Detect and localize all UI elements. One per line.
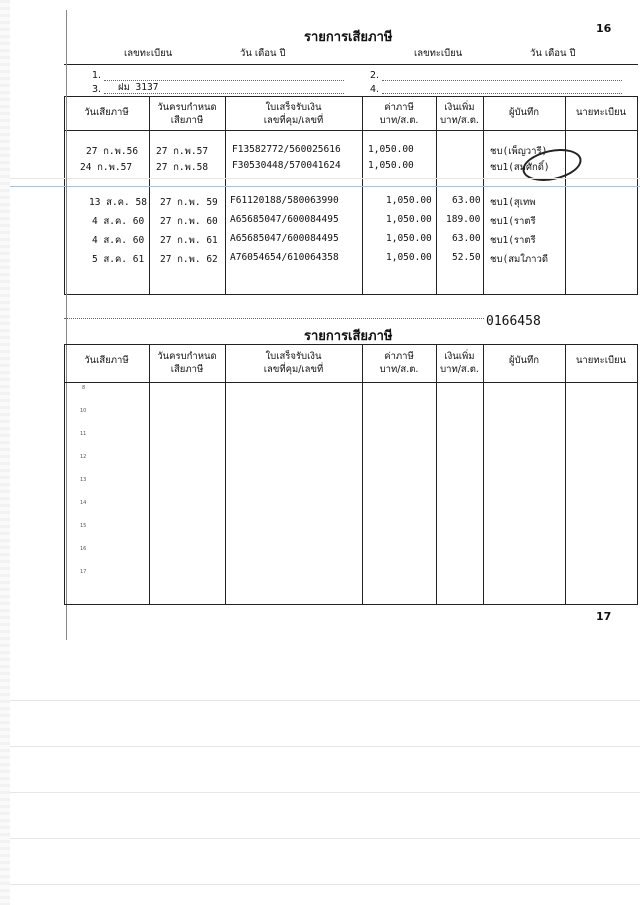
header-registrar-2: นายทะเบียน xyxy=(575,355,627,366)
blank-row-number: 12 xyxy=(80,454,87,460)
cell-recorder: ชบ1(ราตรี xyxy=(490,235,536,246)
table2-col-line xyxy=(362,344,363,604)
table2-col-line xyxy=(225,344,226,604)
scan-faint-line xyxy=(10,178,640,179)
registration-num-2: 2. xyxy=(370,70,380,81)
blank-row-number: 15 xyxy=(80,523,87,529)
scan-faint-line xyxy=(10,838,640,839)
table1-col-line xyxy=(637,96,638,294)
cell-surcharge: 63.00 xyxy=(452,195,481,206)
dotted-line xyxy=(64,318,484,319)
cell-receipt: A65685047/600084495 xyxy=(230,214,339,225)
registration-header-2: วัน เดือน ปี xyxy=(240,48,286,59)
cell-date-paid: 4 ส.ค. 60 xyxy=(92,216,145,227)
cell-recorder: ชบ1(ราตรี xyxy=(490,216,536,227)
registration-divider xyxy=(64,64,638,65)
cell-recorder: ชบ(เพ็ญวารี) xyxy=(490,146,548,157)
cell-surcharge: 189.00 xyxy=(446,214,481,225)
header-surcharge-2: เงินเพิ่ม บาท/ส.ต. xyxy=(440,351,479,375)
cell-date-paid: 4 ส.ค. 60 xyxy=(92,235,145,246)
header-receipt-2: ใบเสร็จรับเงิน เลขที่คุม/เลขที่ xyxy=(263,351,324,375)
cell-receipt: F13582772/560025616 xyxy=(232,144,341,155)
header-date-paid: วันเสียภาษี xyxy=(84,107,129,118)
table1-header-border xyxy=(64,130,638,131)
scan-faint-line xyxy=(10,746,640,747)
registration-header-3: เลขทะเบียน xyxy=(414,48,463,59)
header-registrar: นายทะเบียน xyxy=(575,107,627,118)
registration-num-1: 1. xyxy=(92,70,102,81)
table1-bottom-border xyxy=(64,294,638,295)
registration-num-4: 4. xyxy=(370,84,380,95)
table2-bottom-border xyxy=(64,604,638,605)
table2-col-line xyxy=(637,344,638,604)
blank-row-number: 11 xyxy=(80,431,87,437)
cell-tax: 1,050.00 xyxy=(368,144,414,155)
blank-row-number: 14 xyxy=(80,500,87,506)
table2-header-border xyxy=(64,382,638,383)
second-title: รายการเสียภาษี xyxy=(304,329,393,344)
blank-row-number: 16 xyxy=(80,546,87,552)
registration-num-3: 3. xyxy=(92,84,102,95)
cell-recorder: ชบ1(สุเทพ xyxy=(490,197,536,208)
cell-date-paid: 27 ก.พ.56 xyxy=(86,146,139,157)
serial-number: 0166458 xyxy=(486,314,541,329)
cell-receipt: F30530448/570041624 xyxy=(232,160,341,171)
dotted-line xyxy=(104,93,344,94)
page-title: รายการเสียภาษี xyxy=(304,30,393,45)
binding-line xyxy=(66,10,67,640)
header-date-paid-2: วันเสียภาษี xyxy=(84,355,129,366)
cell-recorder: ชบ1(สมศักดิ์) xyxy=(490,162,550,173)
header-tax-2: ค่าภาษี บาท/ส.ต. xyxy=(379,351,419,375)
scan-faint-line xyxy=(10,792,640,793)
cell-due-date: 27 ก.พ. 62 xyxy=(160,254,218,265)
cell-receipt: A76054654/610064358 xyxy=(230,252,339,263)
cell-recorder: ชบ(สมใภาวดี xyxy=(490,254,548,265)
cell-tax: 1,050.00 xyxy=(368,160,414,171)
cell-tax: 1,050.00 xyxy=(386,195,432,206)
table2-col-line xyxy=(483,344,484,604)
table1-col-line xyxy=(483,96,484,294)
cell-tax: 1,050.00 xyxy=(386,233,432,244)
cell-date-paid: 24 ก.พ.57 xyxy=(80,162,133,173)
blank-row-number: 13 xyxy=(80,477,87,483)
dotted-line xyxy=(382,80,622,81)
blank-row-number: 8 xyxy=(82,385,86,391)
registration-plate: ฝม 3137 xyxy=(118,82,159,93)
header-recorder-2: ผู้บันทึก xyxy=(508,355,540,366)
blank-row-number: 17 xyxy=(80,569,87,575)
scan-faint-line xyxy=(10,700,640,701)
cell-receipt: F61120188/580063990 xyxy=(230,195,339,206)
cell-due-date: 27 ก.พ.58 xyxy=(156,162,209,173)
cell-date-paid: 13 ส.ค. 58 xyxy=(89,197,147,208)
cell-due-date: 27 ก.พ. 60 xyxy=(160,216,218,227)
cell-tax: 1,050.00 xyxy=(386,214,432,225)
header-due-date-2: วันครบกำหนด เสียภาษี xyxy=(157,351,217,375)
registration-header-1: เลขทะเบียน xyxy=(124,48,173,59)
header-surcharge: เงินเพิ่ม บาท/ส.ต. xyxy=(440,102,479,126)
table2-col-line xyxy=(64,344,65,604)
cell-due-date: 27 ก.พ. 59 xyxy=(160,197,218,208)
dotted-line xyxy=(104,80,344,81)
header-recorder: ผู้บันทึก xyxy=(508,107,540,118)
scan-faint-line xyxy=(10,884,640,885)
page-number-top: 16 xyxy=(596,22,612,35)
blank-row-number: 10 xyxy=(80,408,87,414)
cell-receipt: A65685047/600084495 xyxy=(230,233,339,244)
cell-surcharge: 63.00 xyxy=(452,233,481,244)
cell-due-date: 27 ก.พ. 61 xyxy=(160,235,218,246)
table2-col-line xyxy=(149,344,150,604)
cell-due-date: 27 ก.พ.57 xyxy=(156,146,209,157)
header-due-date: วันครบกำหนด เสียภาษี xyxy=(157,102,217,126)
scan-blue-line xyxy=(10,186,640,187)
table1-col-line xyxy=(565,96,566,294)
page-number-bottom: 17 xyxy=(596,610,612,623)
table2-top-border xyxy=(64,344,638,345)
header-receipt: ใบเสร็จรับเงิน เลขที่คุม/เลขที่ xyxy=(263,102,324,126)
table1-col-line xyxy=(64,96,65,294)
header-tax: ค่าภาษี บาท/ส.ต. xyxy=(379,102,419,126)
cell-tax: 1,050.00 xyxy=(386,252,432,263)
cell-surcharge: 52.50 xyxy=(452,252,481,263)
registration-header-4: วัน เดือน ปี xyxy=(530,48,576,59)
table2-col-line xyxy=(436,344,437,604)
table2-col-line xyxy=(565,344,566,604)
scan-edge xyxy=(0,0,10,905)
dotted-line xyxy=(382,93,622,94)
table1-top-border xyxy=(64,96,638,97)
cell-date-paid: 5 ส.ค. 61 xyxy=(92,254,145,265)
